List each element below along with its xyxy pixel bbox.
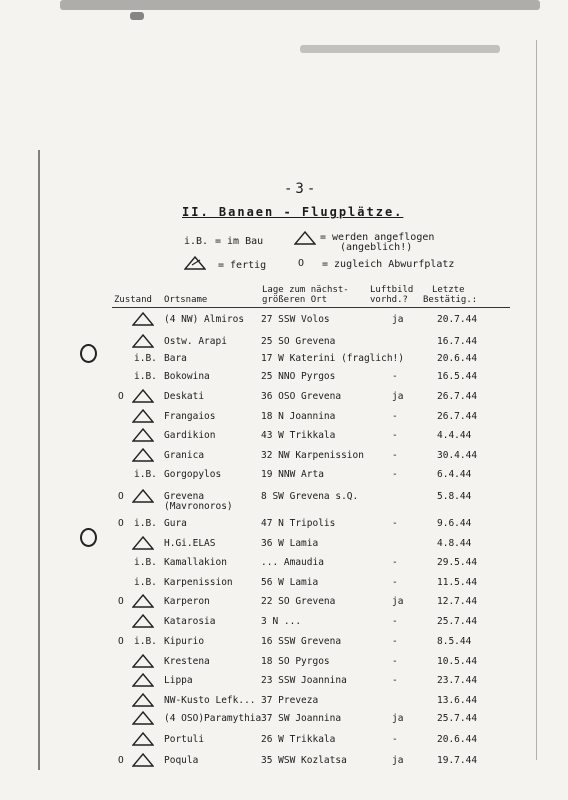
- column-header-zustand: Zustand: [114, 295, 152, 305]
- abwurfplatz-marker: O: [118, 391, 124, 402]
- table-row: [0, 538, 568, 556]
- location: 27 SSW Volos: [261, 314, 330, 325]
- location: 36 W Lamia: [261, 538, 319, 549]
- location: 26 W Trikkala: [261, 734, 336, 745]
- column-header-letzte: Letzte: [432, 285, 465, 295]
- place-name: Krestena: [164, 656, 210, 667]
- scan-artifact-top: [300, 45, 500, 53]
- table-row: [0, 755, 568, 773]
- table-row: [0, 675, 568, 693]
- place-name: Poqula: [164, 755, 199, 766]
- aerial-photo-status: ja: [392, 755, 404, 766]
- header-rule: [112, 307, 510, 308]
- legend-ib-text: = im Bau: [215, 236, 264, 247]
- legend-triangle-note: (angeblich!): [340, 242, 413, 253]
- table-row: [0, 577, 568, 595]
- place-name: Gura: [164, 518, 187, 529]
- aerial-photo-status: -: [392, 734, 398, 745]
- aerial-photo-status: -: [392, 411, 398, 422]
- triangle-icon: [132, 732, 154, 746]
- last-confirmed-date: 6.4.44: [437, 469, 472, 480]
- aerial-photo-status: -: [392, 656, 398, 667]
- column-header-lage: Lage zum nächst-: [262, 285, 349, 295]
- table-row: [0, 430, 568, 448]
- triangle-icon: [132, 693, 154, 707]
- last-confirmed-date: 26.7.44: [437, 391, 478, 402]
- aerial-photo-status: -: [392, 675, 398, 686]
- location: 36 OSO Grevena: [261, 391, 342, 402]
- place-name: Bara: [164, 353, 187, 364]
- aerial-photo-status: ja: [392, 713, 404, 724]
- triangle-icon: [132, 389, 154, 403]
- column-header-letzte: Bestätig.:: [423, 295, 478, 305]
- abwurfplatz-marker: O: [118, 636, 124, 647]
- last-confirmed-date: 20.6.44: [437, 734, 478, 745]
- table-row: [0, 734, 568, 752]
- table-row: [0, 314, 568, 332]
- place-name: Lippa: [164, 675, 193, 686]
- location: 18 SO Pyrgos: [261, 656, 330, 667]
- last-confirmed-date: 13.6.44: [437, 695, 478, 706]
- aerial-photo-status: ja: [392, 314, 404, 325]
- table-row: [0, 371, 568, 389]
- last-confirmed-date: 20.6.44: [437, 353, 478, 364]
- last-confirmed-date: 19.7.44: [437, 755, 478, 766]
- last-confirmed-date: 8.5.44: [437, 636, 472, 647]
- zustand-label: i.B.: [134, 371, 157, 382]
- table-row: [0, 713, 568, 731]
- location: 37 Preveza: [261, 695, 319, 706]
- table-row: [0, 411, 568, 429]
- triangle-icon: [132, 448, 154, 462]
- place-name: Portuli: [164, 734, 205, 745]
- place-name: Grevena: [164, 491, 205, 502]
- place-name: (4 OSO)Paramythia: [164, 713, 262, 724]
- table-row: [0, 336, 568, 354]
- location: ... Amaudia: [261, 557, 324, 568]
- abwurfplatz-marker: O: [118, 518, 124, 529]
- zustand-label: i.B.: [134, 636, 157, 647]
- last-confirmed-date: 20.7.44: [437, 314, 478, 325]
- triangle-icon: [132, 428, 154, 442]
- location: 18 N Joannina: [261, 411, 336, 422]
- abwurfplatz-marker: O: [118, 755, 124, 766]
- triangle-icon: [132, 753, 154, 767]
- table-row: [0, 557, 568, 575]
- last-confirmed-date: 26.7.44: [437, 411, 478, 422]
- legend-circle-text: = zugleich Abwurfplatz: [322, 259, 455, 270]
- triangle-icon: [132, 334, 154, 348]
- aerial-photo-status: ja: [392, 596, 404, 607]
- location: 23 SSW Joannina: [261, 675, 347, 686]
- location: 47 N Tripolis: [261, 518, 336, 529]
- place-name: Ostw. Arapi: [164, 336, 227, 347]
- last-confirmed-date: 25.7.44: [437, 713, 478, 724]
- place-name: Deskati: [164, 391, 205, 402]
- abwurfplatz-marker: O: [118, 596, 124, 607]
- aerial-photo-status: -: [392, 616, 398, 627]
- place-name: Katarosia: [164, 616, 216, 627]
- aerial-photo-status: -: [392, 636, 398, 647]
- place-name: Bokowina: [164, 371, 210, 382]
- triangle-icon: [132, 536, 154, 550]
- last-confirmed-date: 30.4.44: [437, 450, 478, 461]
- last-confirmed-date: 29.5.44: [437, 557, 478, 568]
- triangle-icon: [132, 711, 154, 725]
- table-row: [0, 450, 568, 468]
- aerial-photo-status: -: [392, 371, 398, 382]
- last-confirmed-date: 4.8.44: [437, 538, 472, 549]
- last-confirmed-date: 10.5.44: [437, 656, 478, 667]
- table-row: [0, 469, 568, 487]
- table-row: [0, 518, 568, 536]
- location: 22 SO Grevena: [261, 596, 336, 607]
- location: 25 SO Grevena: [261, 336, 336, 347]
- place-name-alt: (Mavronoros): [164, 501, 233, 512]
- location: 16 SSW Grevena: [261, 636, 342, 647]
- location: 56 W Lamia: [261, 577, 319, 588]
- aerial-photo-status: -: [392, 577, 398, 588]
- last-confirmed-date: 16.5.44: [437, 371, 478, 382]
- location: 17 W Katerini (fraglich!): [261, 353, 404, 364]
- zustand-label: i.B.: [134, 557, 157, 568]
- scan-artifact-top: [130, 12, 144, 20]
- table-row: [0, 491, 568, 512]
- aerial-photo-status: -: [392, 557, 398, 568]
- last-confirmed-date: 23.7.44: [437, 675, 478, 686]
- table-row: [0, 636, 568, 654]
- last-confirmed-date: 25.7.44: [437, 616, 478, 627]
- location: 25 NNO Pyrgos: [261, 371, 336, 382]
- column-header-luftbild: vorhd.?: [370, 295, 408, 305]
- zustand-label: i.B.: [134, 577, 157, 588]
- legend-circle-symbol: O: [298, 258, 305, 269]
- table-row: [0, 353, 568, 371]
- triangle-icon: [132, 654, 154, 668]
- place-name: Kamallakion: [164, 557, 227, 568]
- aerial-photo-status: -: [392, 430, 398, 441]
- place-name: Granica: [164, 450, 205, 461]
- page-number: -3-: [284, 181, 319, 197]
- triangle-icon: [294, 231, 316, 245]
- location: 35 WSW Kozlatsa: [261, 755, 347, 766]
- aerial-photo-status: ja: [392, 391, 404, 402]
- abwurfplatz-marker: O: [118, 491, 124, 502]
- legend-ib-abbrev: i.B.: [184, 236, 209, 247]
- location: 8 SW Grevena s.Q.: [261, 491, 359, 502]
- last-confirmed-date: 4.4.44: [437, 430, 472, 441]
- zustand-label: i.B.: [134, 353, 157, 364]
- page-title: II. Banaen - Flugplätze.: [182, 205, 404, 219]
- last-confirmed-date: 12.7.44: [437, 596, 478, 607]
- aerial-photo-status: -: [392, 518, 398, 529]
- scan-artifact-top: [60, 0, 540, 10]
- place-name: Karperon: [164, 596, 210, 607]
- last-confirmed-date: 16.7.44: [437, 336, 478, 347]
- place-name: NW-Kusto Lefk...: [164, 695, 256, 706]
- aerial-photo-status: -: [392, 450, 398, 461]
- zustand-label: i.B.: [134, 518, 157, 529]
- place-name: Karpenission: [164, 577, 233, 588]
- location: 19 NNW Arta: [261, 469, 324, 480]
- column-header-lage: größeren Ort: [262, 295, 328, 305]
- column-header-luftbild: Luftbild: [370, 285, 414, 295]
- place-name: H.Gi.ELAS: [164, 538, 216, 549]
- legend-fertig-text: = fertig: [218, 260, 267, 271]
- last-confirmed-date: 11.5.44: [437, 577, 478, 588]
- location: 37 SW Joannina: [261, 713, 342, 724]
- triangle-icon: [132, 614, 154, 628]
- triangle-icon: [132, 673, 154, 687]
- last-confirmed-date: 9.6.44: [437, 518, 472, 529]
- place-name: Frangaios: [164, 411, 216, 422]
- place-name: Kipurio: [164, 636, 205, 647]
- aerial-photo-status: -: [392, 469, 398, 480]
- triangle-icon: [132, 312, 154, 326]
- legend-triangle-text: = werden angeflogen: [320, 232, 435, 243]
- column-header-ortsname: Ortsname: [164, 295, 208, 305]
- table-row: [0, 695, 568, 713]
- triangle-icon: [132, 594, 154, 608]
- location: 43 W Trikkala: [261, 430, 336, 441]
- place-name: Gorgopylos: [164, 469, 222, 480]
- table-row: [0, 596, 568, 614]
- location: 32 NW Karpenission: [261, 450, 364, 461]
- table-row: [0, 656, 568, 674]
- table-row: [0, 391, 568, 409]
- triangle-check-icon: [184, 256, 206, 270]
- last-confirmed-date: 5.8.44: [437, 491, 472, 502]
- place-name: (4 NW) Almiros: [164, 314, 245, 325]
- triangle-icon: [132, 409, 154, 423]
- triangle-icon: [132, 489, 154, 503]
- table-row: [0, 616, 568, 634]
- location: 3 N ...: [261, 616, 302, 627]
- zustand-label: i.B.: [134, 469, 157, 480]
- place-name: Gardikion: [164, 430, 216, 441]
